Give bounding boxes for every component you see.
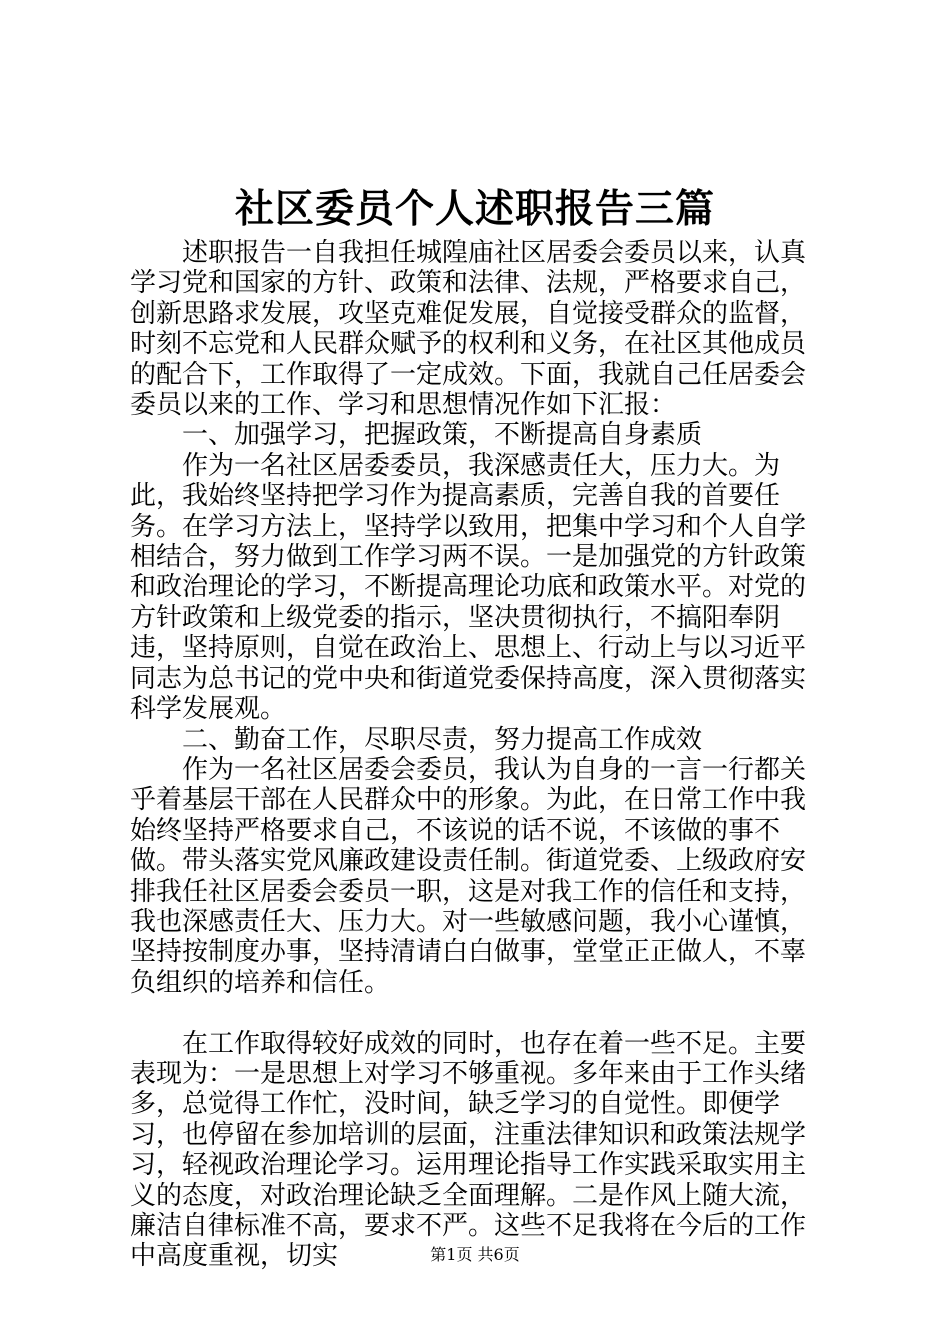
paragraph-intro: 述职报告一自我担任城隍庙社区居委会委员以来，认真学习党和国家的方针、政策和法律、法规，严格要求自己，创新思路求发展，攻坚克难促发展，自觉接受群众的监督，时刻不忘党和人民群众赋予的权利和义务，在社区其他成员的配合下，工作取得了一定成效。下面，我就自己任居委会委员以来的工作、学习和思想情况作如下汇报： bbox=[130, 238, 807, 421]
paragraph-section-2: 作为一名社区居委会委员，我认为自身的一言一行都关乎着基层干部在人民群众中的形象。为此，在日常工作中我始终坚持严格要求自己，不该说的话不说，不该做的事不做。带头落实党风廉政建设责任制。街道党委、上级政府安排我任社区居委会委员一职，这是对我工作的信任和支持，我也深感责任大、压力大。对一些敏感问题，我小心谨慎，坚持按制度办事，坚持清请白白做事，堂堂正正做人，不辜负组织的培养和信任。 bbox=[130, 754, 807, 998]
paragraph-shortcomings: 在工作取得较好成效的同时，也存在着一些不足。主要表现为：一是思想上对学习不够重视。多年来由于工作头绪多，总觉得工作忙，没时间，缺乏学习的自觉性。即便学习，也停留在参加培训的层面，注重法律知识和政策法规学习，轻视政治理论学习。运用理论指导工作实践采取实用主义的态度，对政治理论缺乏全面理解。二是作风上随大流，廉洁自律标准不高，要求不严。这些不足我将在今后的工作中高度重视，切实 bbox=[130, 1028, 807, 1272]
document-title: 社区委员个人述职报告三篇 bbox=[234, 186, 715, 232]
page-footer: 第1页 共6页 bbox=[430, 1245, 520, 1264]
paragraph-section-1: 作为一名社区居委委员，我深感责任大，压力大。为此，我始终坚持把学习作为提高素质，完善自我的首要任务。在学习方法上，坚持学以致用，把集中学习和个人自学相结合，努力做到工作学习两不误。一是加强党的方针政策和政治理论的学习，不断提高理论功底和政策水平。对党的方针政策和上级党委的指示，坚决贯彻执行，不搞阳奉阴违，坚持原则，自觉在政治上、思想上、行动上与以习近平同志为总书记的党中央和街道党委保持高度，深入贯彻落实科学发展观。 bbox=[130, 450, 807, 725]
section-heading-2: 二、勤奋工作，尽职尽责，努力提高工作成效 bbox=[182, 724, 703, 755]
document-body bbox=[130, 238, 830, 1272]
blank-line bbox=[130, 998, 830, 1028]
section-heading-1: 一、加强学习，把握政策，不断提高自身素质 bbox=[182, 420, 703, 451]
